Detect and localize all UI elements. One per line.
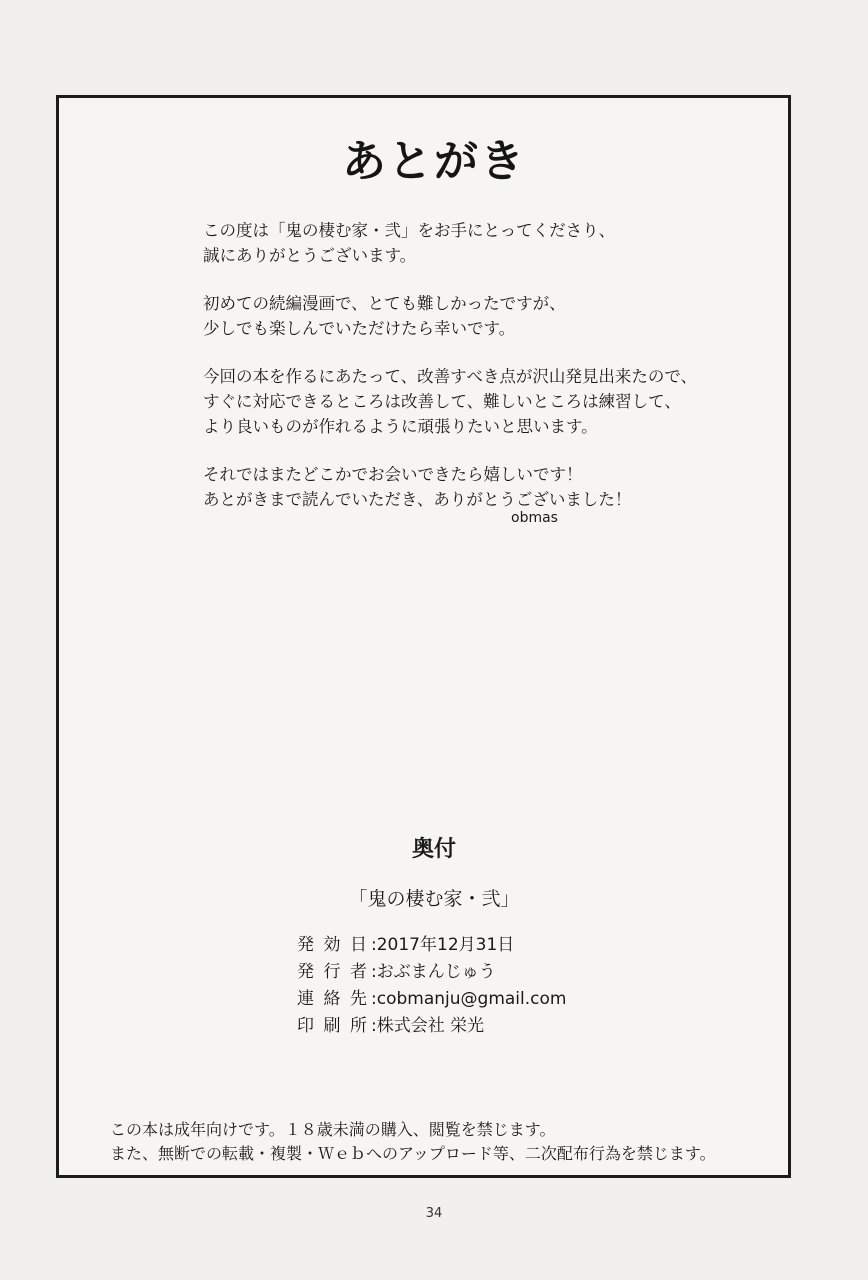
colophon-heading: 奥付 <box>411 837 456 862</box>
colophon-label: 発行者 <box>297 962 367 982</box>
afterword-line: 今回の本を作るにあたって、改善すべき点が沢山発見出来たので、 <box>203 367 698 386</box>
colophon-separator: : <box>371 989 377 1009</box>
notice-line: この本は成年向けです。１８歳未満の購入、閲覧を禁じます。 <box>110 1120 556 1139</box>
colophon-separator: : <box>371 935 377 955</box>
afterword-line: 初めての続編漫画で、とても難しかったですが、 <box>203 294 566 313</box>
colophon-label: 連絡先 <box>297 989 367 1009</box>
afterword-paragraph-3 <box>203 364 763 439</box>
page-number: 34 <box>425 1206 443 1221</box>
notice-line: また、無断での転載・複製・Ｗｅｂへのアップロード等、二次配布行為を禁じます。 <box>110 1144 716 1163</box>
notices <box>110 1118 716 1166</box>
afterword-line: より良いものが作れるように頑張りたいと思います。 <box>203 417 598 436</box>
colophon-separator: : <box>371 1016 377 1036</box>
afterword-paragraph-1 <box>203 218 763 268</box>
colophon-row-publisher <box>297 959 566 986</box>
colophon-value: cobmanju@gmail.com <box>376 989 567 1009</box>
afterword-paragraph-2 <box>203 291 763 341</box>
colophon-info <box>297 932 566 1040</box>
afterword-line: 少しでも楽しんでいただけたら幸いです。 <box>203 319 516 338</box>
colophon-value: 2017年12月31日 <box>376 935 515 955</box>
afterword-line: この度は「鬼の棲む家・弐」をお手にとってくださり、 <box>203 221 616 240</box>
colophon-label: 発効日 <box>297 935 367 955</box>
afterword-body <box>203 218 763 535</box>
colophon-separator: : <box>371 962 377 982</box>
colophon-value: おぶまんじゅう <box>376 962 496 982</box>
colophon-label: 印刷所 <box>297 1016 367 1036</box>
afterword-line: すぐに対応できるところは改善して、難しいところは練習して、 <box>203 392 681 411</box>
author-signature: obmas <box>511 510 558 526</box>
colophon-value: 株式会社 栄光 <box>376 1016 485 1036</box>
afterword-line: あとがきまで読んでいただき、ありがとうございました！ <box>203 490 632 509</box>
colophon-row-printer <box>297 1013 566 1040</box>
colophon-row-date <box>297 932 566 959</box>
afterword-title: あとがき <box>342 136 526 187</box>
colophon-row-contact <box>297 986 566 1013</box>
afterword-paragraph-4 <box>203 462 763 512</box>
afterword-line: それではまたどこかでお会いできたら嬉しいです！ <box>203 465 583 484</box>
afterword-line: 誠にありがとうございます。 <box>203 246 417 265</box>
book-title: 「鬼の棲む家・弐」 <box>348 888 520 910</box>
